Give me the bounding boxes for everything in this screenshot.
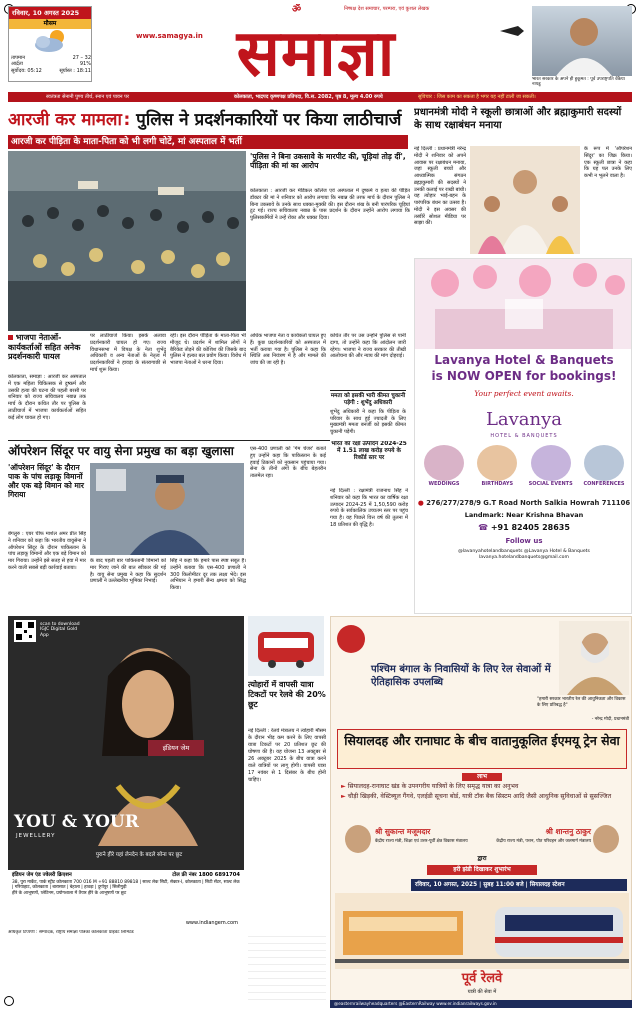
main-col-b: रही। इस दौरान पीड़िता के माता-पिता भी मौजूद थे। प्रदर्शन में शामिल लोगों ने बैरिकेड तोड़ने की कोशिश की जिसके बाद पुलिस ने हल्का बल प्रयोग किया। विरोध में भाजपा नेताओं ने धरना दिया। <box>170 333 246 366</box>
railway-by: द्वारा <box>477 855 487 862</box>
humidity-value: 91% <box>79 61 91 68</box>
info-strip-left: स्वतंत्रता सेनानी पुण्य तीर्थ, स्नान एवं पावन पर <box>46 94 130 100</box>
service-birthdays: BIRTHDAYS <box>481 481 514 487</box>
hotel-phone-text[interactable]: +91 82405 28635 <box>490 523 570 532</box>
jewel-brand-sub: JEWELLERY <box>16 833 56 839</box>
jewel-company: इंडियन जेम एंड ज्वेलरी क्रिएशन <box>12 872 72 878</box>
export-body: नई दिल्ली : रक्षामंत्री राजनाथ सिंह ने शनिवार को कहा कि भारत का वार्षिक रक्षा उत्पादन 2024-25 में 1,50,590 करोड़ रुपये के सर्वकालिक उच्चतम स्तर पर पहुंच गया है। यह पिछले वित्त वर्ष की तुलना में 18 प्रतिशत की वृद्धि है। <box>330 488 408 528</box>
leader-photo <box>532 6 632 76</box>
cloud-icon <box>31 29 71 55</box>
sunset-label: सूर्यास्त : 18:11 <box>59 67 91 74</box>
website: www.samagya.in <box>136 32 203 40</box>
humidity-label: आर्द्रता <box>11 61 23 68</box>
modi-headline: प्रधानमंत्री मोदी ने स्कूली छात्राओं और ब्रह्माकुमारी सदस्यों के साथ रक्षाबंधन मनाया <box>414 107 622 131</box>
photo-box <box>532 6 632 92</box>
pm-photo <box>559 621 629 695</box>
train-illustration <box>335 893 629 969</box>
benefit-1 <box>341 783 623 791</box>
protest-photo <box>8 151 246 331</box>
shubhendu-head: ममता को इसकी भारी कीमत चुकानी पड़ेगी : शुभेंदु अधिकारी <box>330 393 406 406</box>
registration-mark <box>4 996 14 1006</box>
hotel-title: Lavanya Hotel & Banquets <box>434 353 614 367</box>
info-strip-quote: सुविचार : जिस काम का सकता है भगर यह नहीं टाली जा सकती। <box>418 94 536 100</box>
operation-body-4: एस-400 प्रणाली को 'गेम चेंजर' बताते हुए उन्होंने कहा कि पाकिस्तान के कई हवाई ठिकानों को नुकसान पहुंचाया गया। सेना के तीनों अंगों के बीच बेहतरीन तालमेल रहा। <box>250 446 326 479</box>
jewel-footnote: हीरे के आभूषणों, प्लेटिनम, प्रयोगशाला में तैयार हीरे के आभूषणों पर छूट <box>12 890 127 896</box>
pm-quote-by: - नरेन्द्र मोदी, प्रधानमंत्री <box>591 717 629 722</box>
social-tile <box>526 445 576 495</box>
airchief-photo <box>90 463 244 555</box>
main-headline-row: आरजी कर मामला : पुलिस ने प्रदर्शनकारियों पर किया लाठीचार्ज <box>8 110 402 130</box>
minister-2-photo <box>593 825 619 853</box>
minister-1-photo <box>345 825 371 853</box>
minister-2-name: श्री शान्तनु ठाकुर <box>545 827 591 836</box>
arrow-icon: ► <box>341 783 346 790</box>
shubhendu-body: शुभेंदु अधिकारी ने कहा कि पीड़िता के परिवार के साथ हुई ज्यादती के लिए मुख्यमंत्री ममता बनर्जी को इसकी कीमत चुकानी पड़ेगी। <box>330 408 406 436</box>
wedding-icon <box>424 445 464 481</box>
minister-1-title: केंद्रीय राज्य मंत्री, शिक्षा एवं उत्तर-पूर्वी क्षेत्र विकास मंत्रालय <box>375 839 468 844</box>
social-icon <box>531 445 571 481</box>
jewel-phone: टोल फ्री नंबर 1800 6891704 <box>172 872 240 878</box>
arrow-icon: ► <box>341 793 346 801</box>
flagoff: हरी झंडी दिखाकर शुभारंभ <box>427 865 537 875</box>
operation-subhead: 'ऑपरेशन सिंदूर' के दौरान पाक के पांच लड़ाकू विमानों और एक बड़े विमान को मार गिराया <box>8 463 84 499</box>
phone-icon: ☎ <box>478 523 489 532</box>
hotel-follow: Follow us <box>505 537 543 545</box>
modi-body: नई दिल्ली : प्रधानमंत्री नरेन्द्र मोदी ने शनिवार को अपने आवास पर रक्षाबंधन मनाया, जहां स्कूली बच्चों और आध्यात्मिक संगठन ब्रह्माकुमारी की सदस्यों ने उनकी कलाई पर राखी बांधी। यह त्योहार भाई-बहन के पारंपरिक बंधन का उत्सव है। मोदी ने इस अवसर की तस्वीरें सोशल मीडिया पर साझा कीं। <box>414 146 466 227</box>
location-pin-icon: ● <box>417 499 424 507</box>
square-bullet-icon <box>8 335 13 340</box>
info-strip-mid: कोलकाता, भाद्रपद कृष्णपक्ष प्रतिपदा, वि.स. 2082, पृष्ठ 8, मूल्य 4.00 रुपये <box>234 94 383 100</box>
main-col-d: कथित तौर पर उस उन्होंने पुलिस से पानी दागा, तो उन्होंने कहा कि आंदोलन जारी रहेगा। भाजपा ने राज्य सरकार की तीखी आलोचना की और न्याय की मांग दोहराई। <box>330 333 406 360</box>
weather-title: मौसम <box>9 19 91 29</box>
masthead <box>96 4 526 88</box>
footer-travel-cont <box>248 930 326 1000</box>
weather-box <box>8 6 92 82</box>
hotel-logo-sub: HOTEL & BANQUETS <box>490 433 558 439</box>
travel-headline: त्योहारों में वापसी यात्रा टिकटों पर रेलवे की 20% छूट <box>248 680 326 709</box>
benefit-2 <box>341 793 623 801</box>
jewellery-ad <box>8 616 244 928</box>
sidebar-heading <box>8 333 86 371</box>
export-headline: भारत का रक्षा उत्पादन 2024-25 में 1.51 लाख करोड़ रुपये के रिकॉर्ड स्तर पर <box>331 441 407 462</box>
hotel-logo: Lavanya <box>485 409 563 430</box>
operation-headline: ऑपरेशन सिंदूर पर वायु सेना प्रमुख का बड़ा खुलासा <box>8 444 234 458</box>
jewel-offer: पुराने हीरे यहां लेनदेन के बदले सोना पर छूट <box>95 852 183 858</box>
conference-tile <box>579 445 629 495</box>
shubhendu-box <box>330 390 406 438</box>
footer-right: @easternrailwayheadquarters @EasternRailway www.er.indianrailways.gov.in <box>330 1000 632 1008</box>
paper-name: समाज्ञा <box>236 16 396 88</box>
conference-icon <box>584 445 624 481</box>
main-headline: पुलिस ने प्रदर्शनकारियों पर किया लाठीचार्ज <box>136 110 402 130</box>
hotel-social: @lavanyahotelandbanquets @Lavanya Hotel & Banquets lavanya.hotelandbanquets@gmail.com <box>458 549 590 561</box>
minister-2-title: केंद्रीय राज्य मंत्री, पत्तन, पोत परिवहन और जलमार्ग मंत्रालय <box>496 839 591 844</box>
hotel-photo <box>415 259 632 349</box>
jewel-address: 38, पुरा मार्केट, पार्क स्ट्रीट कोलकाता 700 016 M +91 88810 89818 | साल्ट लेक सिटी, सेक्टर-I, कोलकाता | सिटी सेंटर, साल्ट लेक | गरियाहाट, कोलकाता | बारासात | बेहाला | हावड़ा | दुर्गापुर | सिलीगुड़ी <box>12 879 240 891</box>
main-kicker: आरजी कर मामला <box>8 110 122 130</box>
om-icon: ॐ <box>292 4 302 15</box>
date-line: रविवार, 10 अगस्त 2025 <box>9 7 91 19</box>
operation-body-3: सिंह ने कहा कि हमारे पास स्पष्ट सबूत हैं। उन्होंने बताया कि एस-400 प्रणाली ने 300 किलोमीटर दूर तक लक्ष्य भेदे। इस अभियान ने हमारी सैन्य क्षमता को सिद्ध किया। <box>170 558 246 591</box>
jewel-brand: YOU & YOUR <box>14 812 139 832</box>
service-social-events: SOCIAL EVENTS <box>528 481 573 487</box>
hotel-landmark: Landmark: Near Krishna Bhavan <box>464 511 584 519</box>
sidebar-body: कोलकाता, समाज्ञा : आरजी कर अस्पताल में एक महिला चिकित्सक से दुष्कर्म और उसकी हत्या की घटना की पहली बरसी पर शनिवार को राज्य सचिवालय नबान्न तक मार्च के दौरान कथित तौर पर पुलिस के लाठीचार्ज में भाजपा कार्यकर्ताओं सहित कई लोग घायल हो गए। <box>8 374 86 421</box>
operation-body-2: के बाद पहली बार पाकिस्तानी विमानों को मार गिराए जाने की बात स्वीकार की गई है। वायु सेना प्रमुख ने कहा कि सुदर्शन प्रणाली ने उल्लेखनीय भूमिका निभाई। <box>90 558 166 585</box>
travel-body: नई दिल्ली : रेलवे मंत्रालय ने त्योहारी मौसम के दौरान भीड़ कम करने के लिए वापसी यात्रा टिकटों पर 20 प्रतिशत छूट की घोषणा की है। यह योजना 13 अक्टूबर से 26 अक्टूबर 2025 के बीच यात्रा करने वाले यात्रियों पर लागू होगी। वापसी यात्रा 17 नवंबर से 1 दिसंबर के बीच होनी चाहिए। <box>248 728 326 783</box>
sidebar-heading-text: भाजपा नेताओं-कार्यकर्ताओं सहित अनेक प्रदर्शनकारी घायल <box>8 333 81 362</box>
railway-headline: सियालदह और रानाघाट के बीच वातानुकूलित ईएमयू ट्रेन सेवा <box>337 729 627 769</box>
railway-footer-sub: यात्री की सेवा में <box>467 989 497 995</box>
hotel-slogan: Your perfect event awaits. <box>474 389 574 398</box>
benefit-1-text: सियालदह-रानाघाट खंड के उपनगरीय यात्रियों के लिए समृद्ध यात्रा का अनुभव <box>347 783 519 790</box>
benefits-title: लाभ <box>462 773 502 781</box>
footer-left: अधिकृत टिप्पणी : सम्पादक, राष्ट्रीय समाज्ञा पत्रिका कोलकाता प्राइवेट लिमिटेड <box>8 930 134 935</box>
hotel-status: is NOW OPEN for bookings! <box>431 369 617 383</box>
hotel-ad <box>414 258 632 614</box>
jewel-tag: इंडियन जेम <box>148 740 204 756</box>
hotel-address <box>415 499 632 507</box>
sunrise-label: सूर्योदय: 05:12 <box>11 67 42 74</box>
weddings-tile <box>419 445 469 495</box>
main-col-c: अधिक भाजपा नेता व कार्यकर्ता घायल हुए हैं। कुछ प्रदर्शनकारियों को अस्पताल में भर्ती कराया गया है। पुलिस ने कहा कि स्थिति अब नियंत्रण में है और मामले की जांच की जा रही है। <box>250 333 326 366</box>
hotel-phone <box>415 523 632 533</box>
info-strip <box>8 92 632 102</box>
pen-icon <box>500 24 524 40</box>
railway-logo <box>337 625 365 653</box>
operation-body: बेंगलुरु : एयर चीफ मार्शल अमर प्रीत सिंह ने शनिवार को कहा कि भारतीय वायुसेना ने ऑपरेशन सिंदूर के दौरान पाकिस्तान के पांच लड़ाकू विमानों और एक बड़े विमान को मार गिराया। उन्होंने इसे सतह से हवा में मार करने वाली सबसे बड़ी कार्रवाई बताया। <box>8 531 86 571</box>
qr-code <box>14 620 36 642</box>
photo-caption: भारत सरकार के अपने ही हुकूमत : पूर्व उपराष्ट्रपति वेंकैया नायडू <box>532 77 625 88</box>
birthday-icon <box>477 445 517 481</box>
hotel-address-text: 276/277/278/9 G.T Road North Salkia Howrah 711106 <box>426 499 631 507</box>
main-subhead: आरजी कर पीड़िता के माता-पिता को भी लगी चोटें, मां अस्पताल में भर्ती <box>8 135 408 149</box>
tagline: निष्पक्ष देश समाचार, परम्परा, एवं कुशल लेखक <box>344 6 430 12</box>
service-conferences: CONFERENCES <box>583 481 625 487</box>
modi-body-2: के रूप में 'ऑपरेशन सिंदूर' का जिक्र किया। एक स्कूली छात्रा ने कहा कि यह पल उनके लिए कभी न भूलने वाला है। <box>584 146 632 179</box>
rail-photo <box>248 616 324 676</box>
quote-headline: 'पुलिस ने बिना उकसावे के मारपीट की, चूड़ियां तोड़ दीं', पीड़िता की मां का आरोप <box>250 152 406 171</box>
jewel-website: www.indiangem.com <box>185 919 238 926</box>
main-col-a: पर लाठीचार्ज किया। इसके अलावा प्रदर्शनकारी घायल हो गए। राज्य विधानसभा में विपक्ष के नेता शुभेंदु अधिकारी व अन्य नेताओं के नेतृत्व में प्रदर्शनकारियों ने हावड़ा के संतरागाछी से मार्च शुरू किया। <box>90 333 166 373</box>
service-weddings: WEDDINGS <box>428 481 460 487</box>
scan-text: scan to download IGJC Digital Gold App <box>40 622 80 638</box>
railway-footer-brand: पूर्व रेलवे <box>461 971 503 986</box>
minister-1-name: श्री सुकान्त मजूमदार <box>375 827 431 836</box>
pm-quote: "हमारी सरकार भारतीय रेल की आधुनिकता और विकास के लिए प्रतिबद्ध है" <box>537 697 626 708</box>
event-line: रविवार, 10 अगस्त, 2025 | सुबह 11:00 बजे | सियालदह स्टेशन <box>411 879 627 891</box>
modi-photo <box>470 146 580 254</box>
temp-label: तापमान <box>11 55 26 61</box>
temp-value: 27 – 32 <box>72 55 91 61</box>
railway-ad <box>330 616 632 1002</box>
railway-lead: पश्चिम बंगाल के निवासियों के लिए रेल सेवाओं में ऐतिहासिक उपलब्धि <box>371 664 551 688</box>
benefit-2-text: चौड़ी खिड़की, वेस्टिब्यूल गैंगवे, एलईडी सूचना बोर्ड, यात्री टॉक बैक सिस्टम आदि जैसी आधुनिक सुविधाओं से सुसज्जित <box>347 793 612 801</box>
birthdays-tile <box>472 445 522 495</box>
quote-body: कोलकाता : आरजी कर मेडिकल कॉलेज एवं अस्पताल में दुष्कर्म व हत्या की पीड़ित डॉक्टर की मां ने शनिवार को आरोप लगाया कि नबान्न की तरफ मार्च के दौरान पुलिस ने बिना उकसावे के उनके साथ धक्का-मुक्की की। इस दौरान शंख के बनी पारंपरिक चूड़ियां टूट गई। राज्य सचिवालय नबान्न के पास प्रदर्शन के दौरान उन्होंने आरोप लगाया कि पुलिसकर्मियों ने उन्हें रोका और धक्का दिया। <box>250 188 410 221</box>
